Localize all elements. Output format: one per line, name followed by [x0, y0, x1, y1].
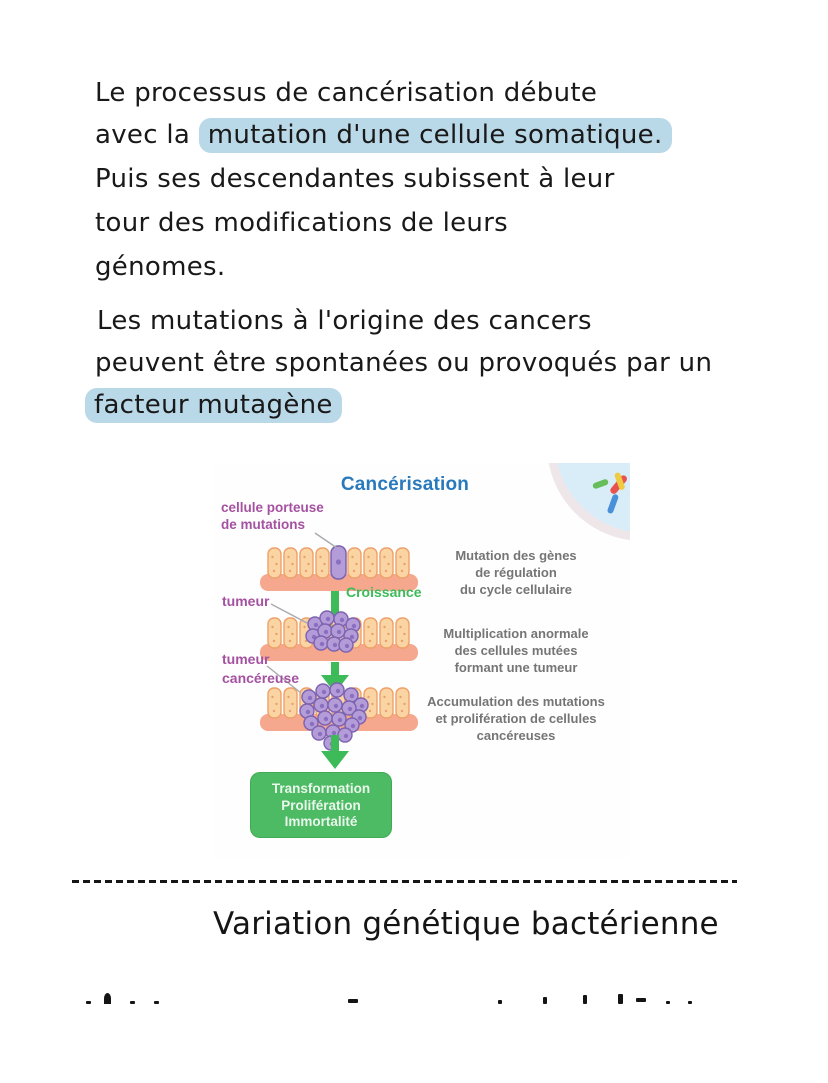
label-tumeur: tumeur: [222, 593, 270, 609]
label-cellule-porteuse: [221, 499, 324, 533]
handwritten-line: peuvent être spontanées ou provoqués par un: [95, 348, 713, 378]
step-description-3: [407, 693, 625, 744]
step-line: cancéreuses: [476, 728, 556, 743]
handwritten-line: Le processus de cancérisation débute: [95, 78, 598, 108]
label-line: cancéreuse: [222, 670, 300, 686]
handwritten-line: Les mutations à l'origine des cancers: [97, 306, 592, 336]
label-croissance: Croissance: [346, 584, 422, 600]
step-line: de régulation: [475, 565, 557, 580]
step-description-1: [407, 547, 625, 598]
label-tumeur-cancereuse: [222, 650, 299, 688]
result-line: Prolifération: [281, 797, 361, 813]
cell-illustration-corner: [547, 463, 630, 541]
highlighted-text: mutation d'une cellule somatique.: [199, 118, 672, 153]
cancer-diagram: [215, 463, 630, 858]
step-line: et prolifération de cellules: [435, 711, 597, 726]
handwritten-line: tour des modifications de leurs: [95, 208, 509, 238]
handwritten-line: Puis ses descendantes subissent à leur: [95, 164, 615, 194]
label-line: tumeur: [222, 651, 270, 667]
handwritten-line: [85, 390, 342, 420]
dashed-separator: [72, 880, 737, 883]
step-line: formant une tumeur: [454, 660, 578, 675]
step-line: Multiplication anormale: [443, 626, 589, 641]
result-line: Transformation: [271, 781, 371, 796]
step-line: Mutation des gènes: [455, 548, 577, 563]
handwritten-line: génomes.: [95, 252, 226, 282]
label-line: de mutations: [221, 517, 306, 532]
highlighted-text: facteur mutagène: [85, 388, 342, 423]
cutoff-text-fragments: [78, 990, 703, 1006]
step-description-2: [407, 625, 625, 676]
pointer-line: [315, 533, 337, 548]
section-title: Variation génétique bactérienne: [213, 906, 719, 942]
result-line: Immortalité: [284, 814, 358, 829]
result-box: [250, 772, 392, 838]
step-line: du cycle cellulaire: [459, 582, 572, 597]
label-line: cellule porteuse: [221, 500, 324, 515]
handwritten-line: [95, 120, 672, 150]
step-line: Accumulation des mutations: [427, 694, 605, 709]
tumor-cluster-small: [306, 611, 360, 652]
diagram-title: Cancérisation: [340, 474, 470, 495]
handwritten-text: avec la: [95, 120, 199, 150]
step-line: des cellules mutées: [454, 643, 578, 658]
